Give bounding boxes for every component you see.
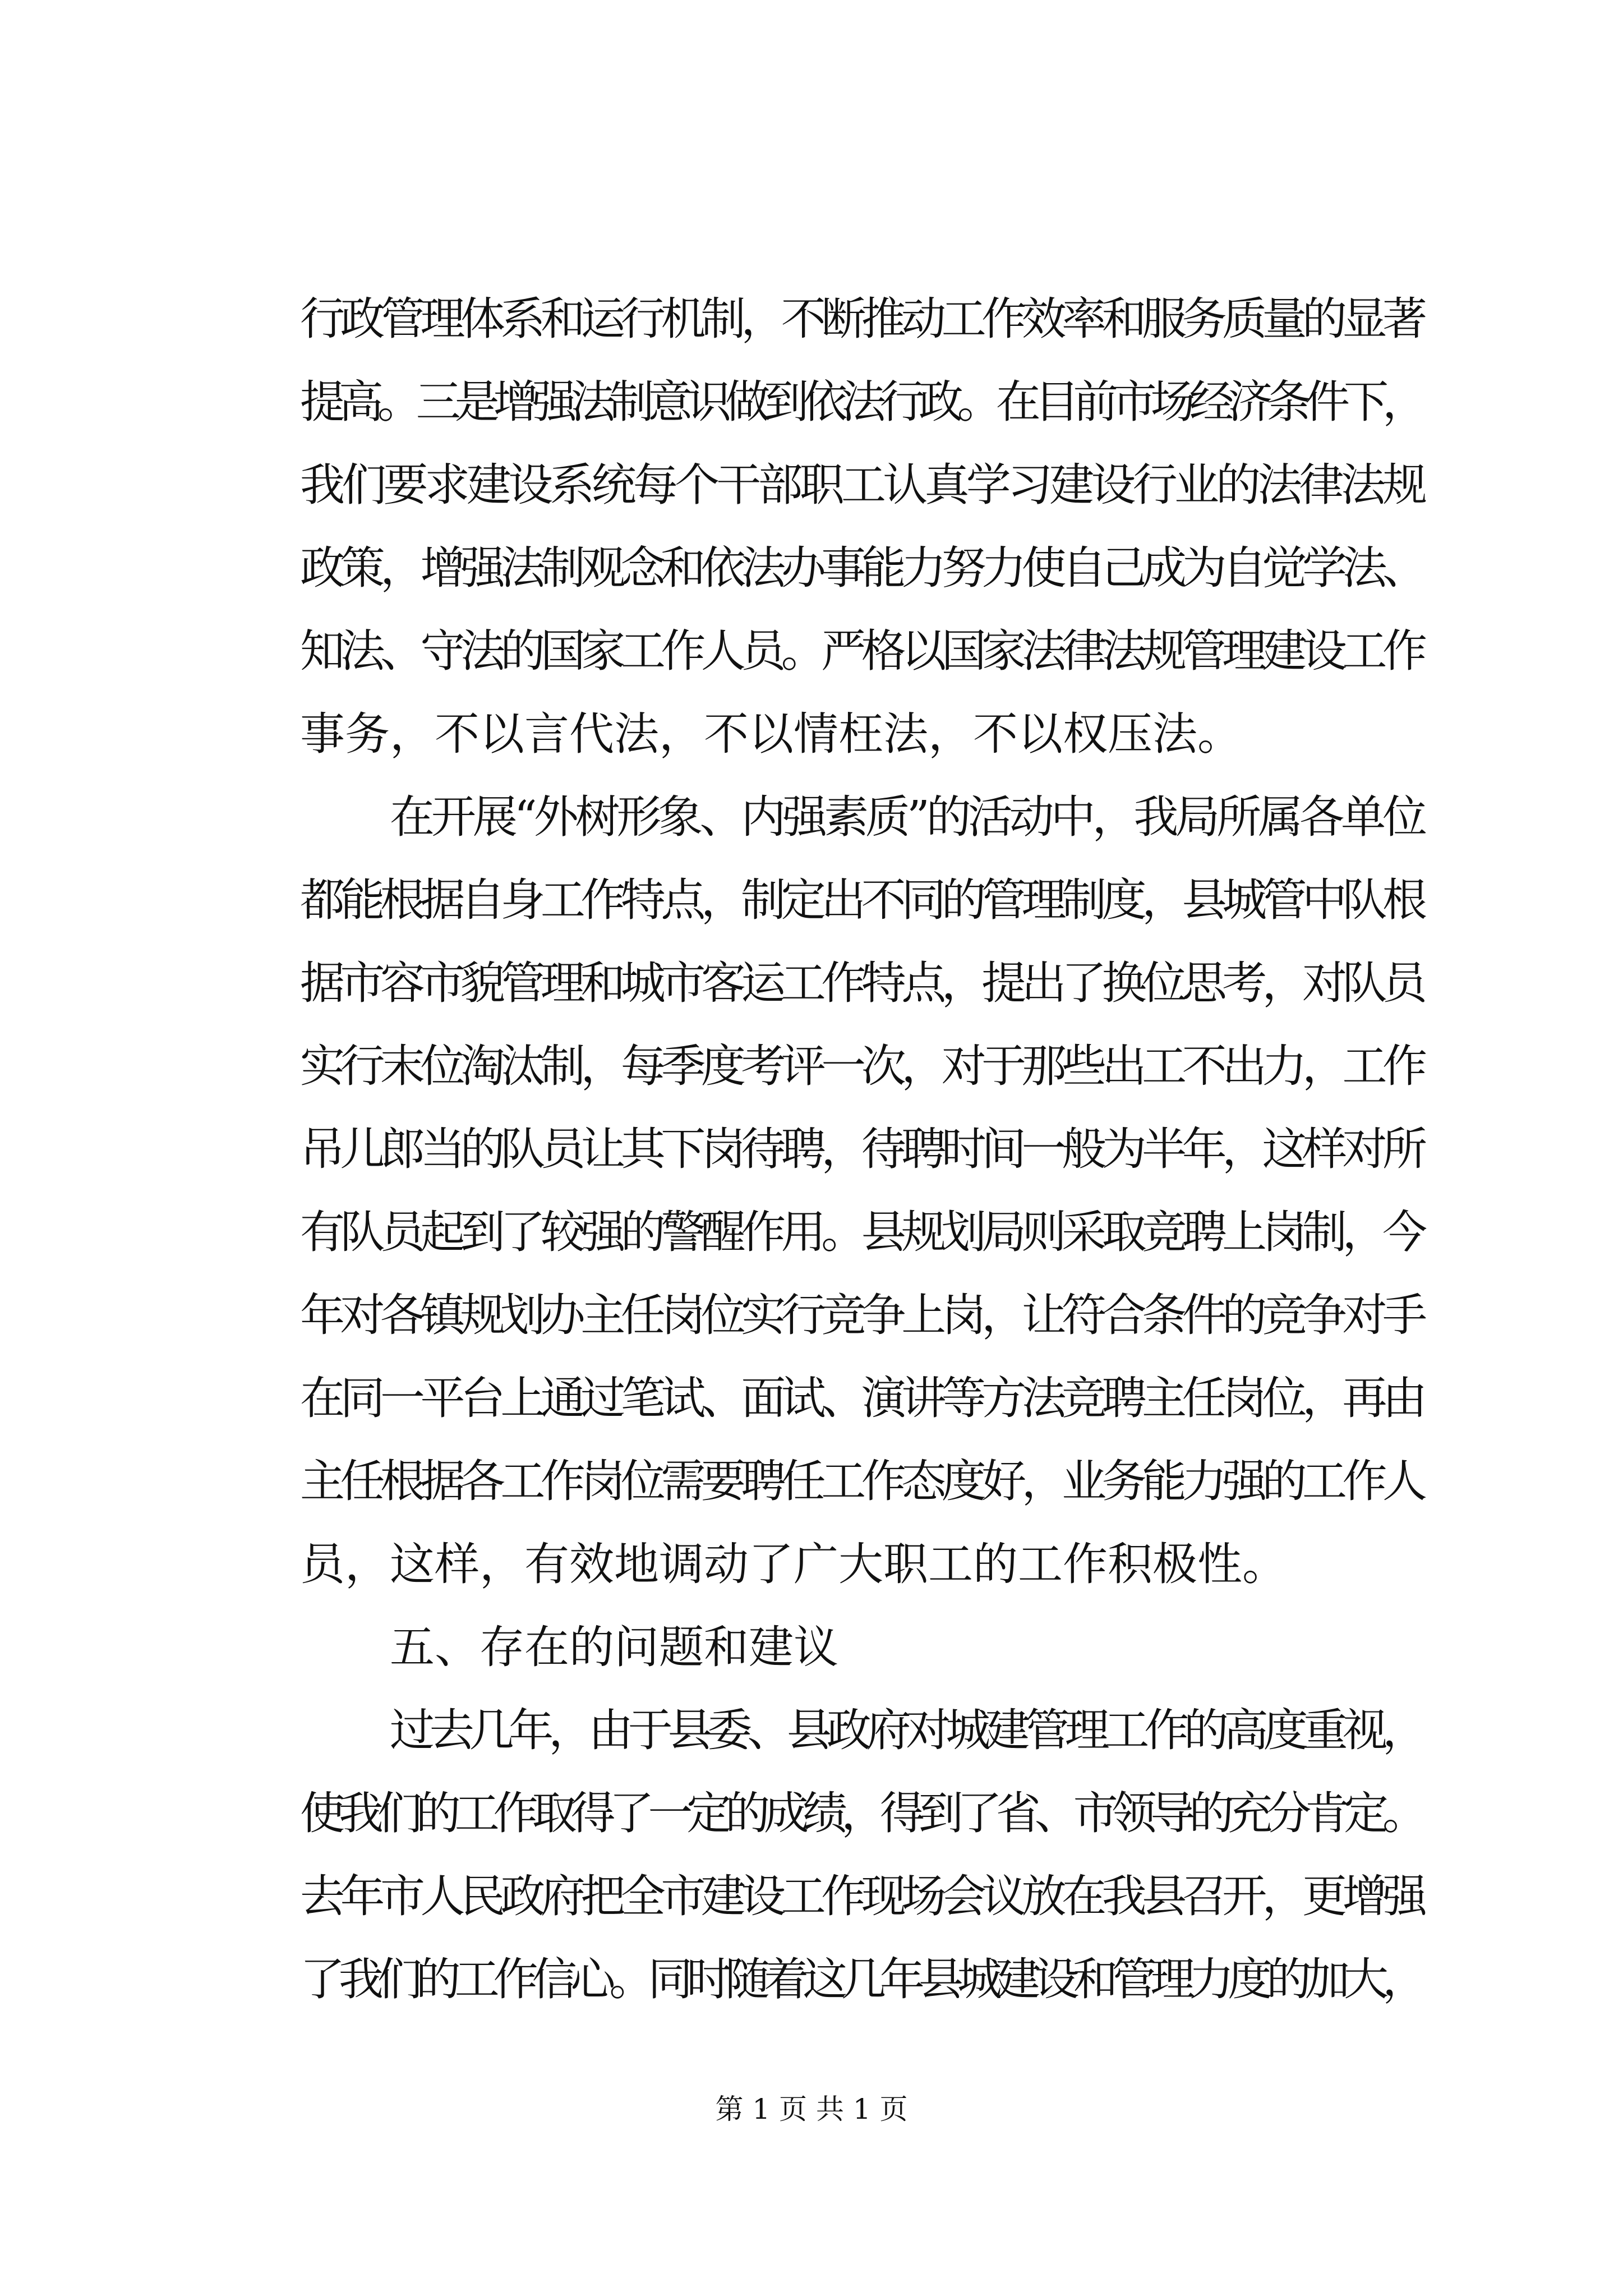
text-line: 在同一平台上通过笔试、面试、演讲等方法竞聘主任岗位，再由 xyxy=(300,1372,1423,1424)
text-line: 提高。三是增强法制意识做到依法行政。在目前市场经济条件下， xyxy=(300,376,1421,428)
text-line: 实行末位淘汰制，每季度考评一次，对于那些出工不出力，工作 xyxy=(300,1040,1423,1092)
text-line: 主任根据各工作岗位需要聘任工作态度好，业务能力强的工作人 xyxy=(300,1455,1423,1507)
text-line: 我们要求建设系统每个干部职工认真学习建设行业的法律法规 xyxy=(300,459,1424,511)
text-line: 年对各镇规划办主任岗位实行竞争上岗，让符合条件的竞争对手 xyxy=(300,1289,1423,1341)
text-line: 有队员起到了较强的警醒作用。县规划局则采取竞聘上岗制，今 xyxy=(300,1206,1423,1258)
text-line: 在开展“外树形象、内强素质”的活动中，我局所属各单位 xyxy=(390,791,1424,843)
text-line: 政策，增强法制观念和依法办事能力努力使自己成为自觉学法、 xyxy=(300,542,1423,594)
text-line: 过去几年，由于县委、县政府对城建管理工作的高度重视， xyxy=(390,1704,1422,1756)
text-line: 行政管理体系和运行机制，不断推动工作效率和服务质量的显著 xyxy=(300,293,1423,345)
text-line: 五、存在的问题和建议 xyxy=(390,1621,838,1673)
text-line: 去年市人民政府把全市建设工作现场会议放在我县召开，更增强 xyxy=(300,1870,1423,1922)
text-line: 据市容市貌管理和城市客运工作特点，提出了换位思考，对队员 xyxy=(300,957,1423,1009)
text-line: 都能根据自身工作特点，制定出不同的管理制度，县城管中队根 xyxy=(300,874,1423,926)
text-line: 事务，不以言代法，不以情枉法，不以权压法。 xyxy=(300,708,1242,760)
document-body xyxy=(300,278,1427,2021)
text-line: 知法、守法的国家工作人员。严格以国家法律法规管理建设工作 xyxy=(300,625,1423,677)
text-line: 吊儿郎当的队员让其下岗待聘，待聘时间一般为半年，这样对所 xyxy=(300,1123,1423,1175)
page-footer: 第 1 页 共 1 页 xyxy=(715,2093,908,2125)
text-line: 使我们的工作取得了一定的成绩，得到了省、市领导的充分肯定。 xyxy=(300,1787,1421,1839)
text-line: 了我们的工作信心。同时随着这几年县城建设和管理力度的加大， xyxy=(300,1953,1421,2005)
text-line: 员，这样，有效地调动了广大职工的工作积极性。 xyxy=(300,1538,1287,1590)
